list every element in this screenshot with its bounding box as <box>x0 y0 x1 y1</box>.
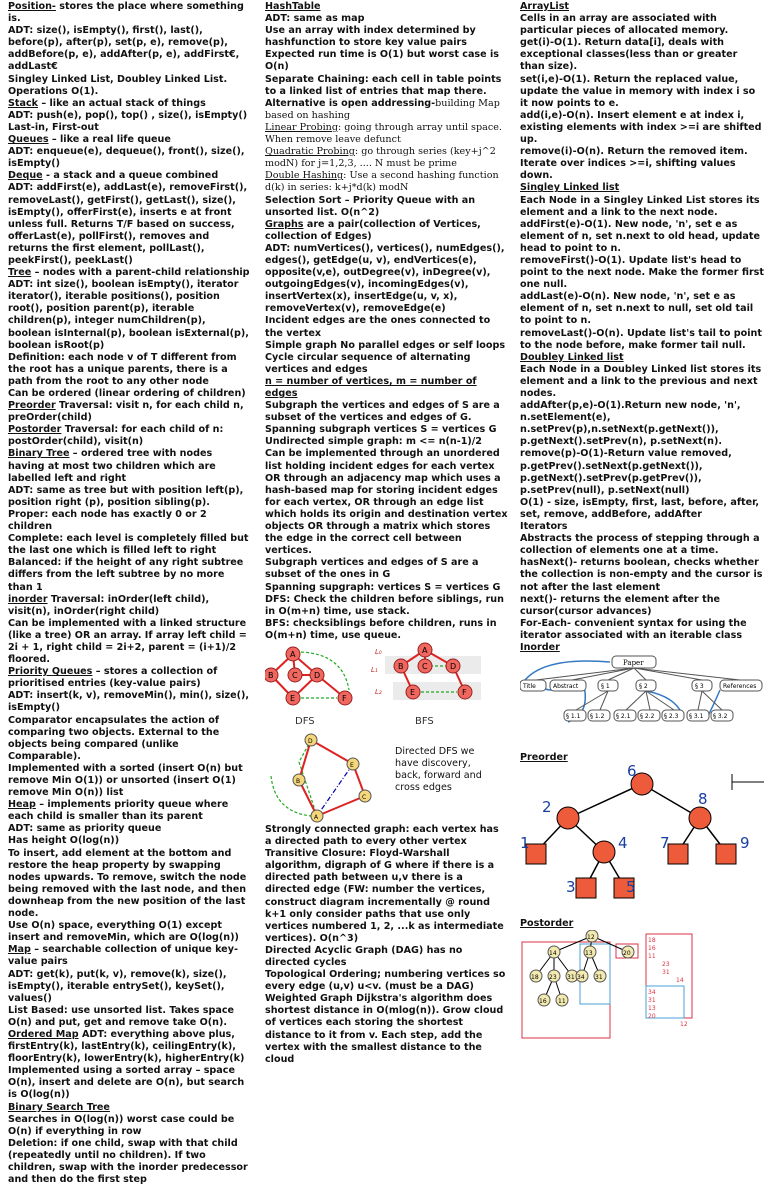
section-heading: inorder <box>8 593 48 605</box>
line-text: Last-in, First-out <box>8 121 99 133</box>
col1-line <box>8 1102 250 1114</box>
col2a-line <box>265 340 508 352</box>
col3-line <box>520 618 764 642</box>
col2a-line <box>265 74 508 122</box>
postorder-node-23: 23 <box>549 974 557 982</box>
dfs-bfs-figure <box>265 642 508 732</box>
svg-text:C: C <box>292 670 298 680</box>
line-text: next()- returns the element after the cursor(cursor advances) <box>520 593 721 617</box>
line-text: ADT: insert(k, v), removeMin(), min(), size(), isEmpty() <box>8 690 249 714</box>
col3-line <box>520 37 764 73</box>
svg-text:D: D <box>308 737 313 745</box>
col1-line <box>8 1 250 25</box>
column-3 <box>520 1 764 1045</box>
col1-line <box>8 557 250 593</box>
line-text: remove(i)-O(n). Return the removed item. Iterate over indices >=i, shifting values down. <box>520 146 748 182</box>
line-text: ADT: same as map <box>265 13 365 25</box>
col2b-line <box>265 969 508 993</box>
inorder-root: Paper <box>623 659 644 668</box>
inorder-node-s23: § 2.3 <box>664 713 679 721</box>
line-text: ADT: enqueue(e), dequeue(), front(), size(), isEmpty() <box>8 146 245 170</box>
line-text: – searchable collection of unique key-value pairs <box>8 944 238 968</box>
line-text: Cycle circular sequence of alternating vertices and edges <box>265 351 471 375</box>
svg-text:E: E <box>290 693 296 703</box>
inorder-tree-diagram <box>520 654 764 734</box>
col2a-line <box>265 146 508 170</box>
col1-line <box>8 122 250 134</box>
line-serif-text: : going through array until space. When remove leave defunct <box>265 121 502 146</box>
col3-line <box>520 13 764 37</box>
col1-line <box>8 618 250 666</box>
col1-line <box>8 835 250 847</box>
col1-line <box>8 799 250 823</box>
section-heading: Ordered Map <box>8 1028 79 1040</box>
line-text: ADT: int size(), boolean isEmpty(), iterator iterator(), iterable positions(), position root(), position parent(p), iterable children(p), integer numChildren(p), boolean isInternal(p), boolean isExternal(p), boolean isRoot(p) <box>8 279 249 351</box>
col2a-line <box>265 557 508 581</box>
line-text: set(i,e)-O(1). Return the replaced value, update the value in memory with index i so it now points to e. <box>520 73 756 109</box>
line-text: Subgraph the vertices and edges of S are a subset of the vertices and edges of G. Spanning subgraph vertices S = vertices G <box>265 400 500 436</box>
col3-line <box>520 219 764 255</box>
svg-text:F: F <box>342 693 347 703</box>
col1-line <box>8 110 250 122</box>
line-text: Singley Linked List, Doubley Linked List. Operations O(1). <box>8 73 228 97</box>
svg-text:B: B <box>296 777 301 785</box>
col1-line <box>8 388 250 400</box>
section-heading: Doubley Linked list <box>520 351 624 363</box>
col1-line <box>8 763 250 799</box>
col1-line <box>8 170 250 182</box>
column-2 <box>265 1 508 1066</box>
postorder-node-31b: 31 <box>595 974 603 982</box>
line-text: Topological Ordering; numbering vertices so every edge (u,v) u<v. (must be a DAG) <box>265 969 506 993</box>
line-text: addAfter(p,e)-O(1).Return new node, 'n', n.setElement(e), n.setPrev(p),n.setNext(p.getNext()), p.getNext().setPrev(n), p.setNext(n). <box>520 400 741 448</box>
line-text: stores the place where something is. <box>8 1 244 25</box>
postorder-node-12: 12 <box>587 934 595 942</box>
svg-text:E: E <box>350 761 354 769</box>
line-text: Selection Sort – Priority Queue with an unsorted list. O(n^2) <box>265 194 476 218</box>
dfs-label: DFS <box>295 715 315 727</box>
svg-text:C: C <box>362 793 367 801</box>
line-text: addLast(e)-O(n). New node, 'n', set e as element of n, set n.next to null, set old tail to point to n. <box>520 291 754 327</box>
postorder-list-18: 18 <box>648 937 656 945</box>
postorder-node-11: 11 <box>558 998 566 1006</box>
col2a-line <box>265 122 508 146</box>
line-text: Implemented using a sorted array – space O(n), insert and delete are O(n), but search is O(log(n)) <box>8 1065 245 1101</box>
col3-line <box>520 328 764 352</box>
line-text: removeFirst()-O(1). Update list's head to point to the next node. Make the former first one null. <box>520 254 764 291</box>
line-text: ADT: push(e), pop(), top() , size(), isEmpty() <box>8 109 248 121</box>
col3-line <box>520 497 764 521</box>
col3-line <box>520 195 764 219</box>
col2a-line <box>265 315 508 339</box>
col3-line <box>520 182 764 194</box>
dfs-bfs-diagram <box>265 642 508 732</box>
col2a-line <box>265 1 508 13</box>
line-text: To insert, add element at the bottom and restore the heap property by swapping nodes upwards. To remove, switch the node being removed with the last node, and then downheap from the new position of the last node. <box>8 847 247 920</box>
col1-line <box>8 969 250 1005</box>
svg-text:A: A <box>422 645 428 655</box>
col1-line <box>8 1065 250 1101</box>
svg-text:B: B <box>398 661 404 671</box>
section-heading: Map <box>8 944 31 956</box>
inorder-node-s32: § 3.2 <box>713 713 728 721</box>
col1-line <box>8 267 250 279</box>
line-text: Transitive Closure: Floyd-Warshall algorithm, digraph of G where if there is a directed path between u,v there is a directed edge (FW: number the vertices, construct diagram incrementally @ round k+1 only consider paths that use only vertices numbered 1, 2, ...k as intermediate vertices). O(n^3) <box>265 848 504 944</box>
col1-line <box>8 485 250 509</box>
inorder-node-s22: § 2.2 <box>640 713 655 721</box>
line-text: O(1) - size, isEmpty, first, last, before, after, set, remove, addBefore, addAfter <box>520 496 760 520</box>
line-text: Cells in an array are associated with particular pieces of allocated memory. <box>520 13 729 37</box>
line-serif-text: : Use a second hashing function d(k) in series: k+j*d(k) modN <box>265 170 499 194</box>
postorder-list-20: 20 <box>648 1013 656 1021</box>
line-text: Can be ordered (linear ordering of children) <box>8 388 246 399</box>
line-text: removeLast()-O(n). Update list's tail to point to the node before, make former tail null. <box>520 327 762 351</box>
svg-text:D: D <box>314 670 321 680</box>
col1-line <box>8 1005 250 1029</box>
line-text: – nodes with a parent-child relationship <box>31 267 250 279</box>
section-heading: Heap <box>8 799 36 811</box>
col1-line <box>8 424 250 448</box>
col3-line <box>520 594 764 618</box>
postorder-list-31b: 31 <box>648 997 656 1005</box>
section-heading: Preorder <box>8 400 56 412</box>
inorder-node-s11: § 1.1 <box>566 713 581 721</box>
postorder-list-16: 16 <box>648 945 656 953</box>
line-text: Searches in O(log(n)) worst case could be O(n) if everything in row <box>8 1113 235 1137</box>
col3-line <box>520 255 764 291</box>
col3-line <box>520 521 764 533</box>
line-text: Can be implemented with a linked structure (like a tree) OR an array. If array left child = 2i + 1, right child = 2i+2, parent = (i+1)/2 floored. <box>8 617 247 666</box>
line-text: Directed Acyclic Graph (DAG) has no directed cycles <box>265 944 463 968</box>
col1-line <box>8 25 250 73</box>
preorder-label-7: 7 <box>660 834 670 853</box>
col2a-line <box>265 243 508 316</box>
col1-line <box>8 400 250 424</box>
col1-line <box>8 666 250 690</box>
postorder-node-20: 20 <box>623 950 631 958</box>
line-text: Proper: each node has exactly 0 or 2 children <box>8 508 207 533</box>
line-text: BFS: checksiblings before children, runs in O(m+n) time, use queue. <box>265 617 497 641</box>
col1-line <box>8 1138 250 1186</box>
inorder-node-abstract: Abstract <box>553 683 579 691</box>
probing-heading: Quadratic Probing <box>265 146 355 158</box>
postorder-list-23: 23 <box>662 961 670 969</box>
directed-dfs-diagram <box>265 732 395 824</box>
line-text: Undirected simple graph: m <= n(n-1)/2 <box>265 436 482 448</box>
col3-line <box>520 74 764 110</box>
postorder-list-31: 31 <box>662 969 670 977</box>
col3-line <box>520 448 764 496</box>
inorder-node-s2: § 2 <box>639 683 648 691</box>
col1-line <box>8 848 250 921</box>
col3-line <box>520 352 764 364</box>
line-text: get(i)-O(1). Return data[i], deals with exceptional classes(less than or greater than size). <box>520 37 738 73</box>
line-text: – like an actual stack of things <box>38 97 206 109</box>
probing-heading: Double Hashing <box>265 170 344 182</box>
line-text: ADT: size(), isEmpty(), first(), last(), before(p), after(p), set(p, e), remove(p), addBefore(p, e), addAfter(p, e), addFirst€, addLast€ <box>8 25 240 73</box>
svg-text:L₁: L₁ <box>371 665 378 674</box>
line-text: - a stack and a queue combined <box>42 170 219 182</box>
line-text: Separate Chaining: each cell in table points to a linked list of entries that map there. Alternative is open addressing- <box>265 73 502 109</box>
postorder-title: Postorder <box>520 918 574 930</box>
inorder-node-s1: § 1 <box>601 683 610 691</box>
inorder-node-title: Title <box>523 683 536 691</box>
inorder-node-s12: § 1.2 <box>590 713 605 721</box>
inorder-node-s21: § 2.1 <box>616 713 631 721</box>
col1-line <box>8 823 250 835</box>
line-text: ADT: same as priority queue <box>8 823 162 835</box>
col3-line <box>520 557 764 593</box>
col3-line <box>520 364 764 400</box>
line-text: are a pair(collection of Vertices, collection of Edges) <box>265 218 481 242</box>
preorder-tree-diagram <box>520 764 764 904</box>
col1-line <box>8 920 250 944</box>
svg-text:L₂: L₂ <box>375 687 382 696</box>
col1-line <box>8 509 250 533</box>
section-heading: Postorder <box>8 424 62 436</box>
section-heading: HashTable <box>265 1 321 12</box>
postorder-node-18: 18 <box>531 974 539 982</box>
line-text: – stores a collection of prioritised entries (key-value pairs) <box>8 666 218 690</box>
line-text: – like a real life queue <box>48 134 171 146</box>
col2a-line <box>265 400 508 436</box>
col1-line <box>8 533 250 557</box>
col1-line <box>8 1114 250 1138</box>
col2a-line <box>265 49 508 73</box>
col1-line <box>8 448 250 484</box>
postorder-list-14: 14 <box>676 977 684 985</box>
col2a-line <box>265 170 508 194</box>
preorder-label-1: 1 <box>520 834 530 853</box>
line-text: Definition: each node v of T different from the root has a unique parents, there is a path from the root to any other node <box>8 351 237 387</box>
col1-line <box>8 182 250 267</box>
line-text: For-Each- convenient syntax for using the iterator associated with an iterable class <box>520 617 747 641</box>
line-text: Strongly connected graph: each vertex has a directed path to every other vertex <box>265 823 499 848</box>
col2a-line <box>265 352 508 376</box>
postorder-node-16: 16 <box>539 998 547 1006</box>
inorder-node-s3: § 3 <box>695 683 704 691</box>
line-text: Expected run time is O(1) but worst case is O(n) <box>265 49 499 73</box>
postorder-node-31a: 31 <box>567 974 575 982</box>
col3-line <box>520 533 764 557</box>
section-heading: Binary Search Tree <box>8 1101 110 1113</box>
line-text: Use O(n) space, everything O(1) except insert and removeMin, which are O(log(n)) <box>8 920 239 944</box>
svg-text:F: F <box>462 687 467 697</box>
postorder-node-13: 13 <box>585 950 593 958</box>
col2b-line <box>265 848 508 945</box>
preorder-label-9: 9 <box>740 834 750 853</box>
preorder-label-2: 2 <box>542 798 552 817</box>
line-text: Weighted Graph Dijkstra's algorithm does shortest distance in O(mlog(n)). Grow cloud of vertices each storing the shortest distance to it from v. Each step, add the vertex with the smallest distance to the cloud <box>265 993 504 1065</box>
line-text: ADT: get(k), put(k, v), remove(k), size(), isEmpty(), iterable entrySet(), keySet(), values() <box>8 968 227 1004</box>
line-text: Incident edges are the ones connected to the vertex <box>265 315 491 339</box>
col2a-line <box>265 219 508 243</box>
svg-text:B: B <box>268 670 274 680</box>
line-text: Traversal: inOrder(left child), visit(n), inOrder(right child) <box>8 593 210 617</box>
postorder-list-12: 12 <box>680 1021 688 1029</box>
svg-text:C: C <box>422 661 428 671</box>
section-heading: Deque <box>8 170 43 182</box>
column-1 <box>8 1 250 1186</box>
col3-line <box>520 1 764 13</box>
section-heading: Singley Linked list <box>520 182 620 194</box>
probing-heading: Linear Probing <box>265 121 338 133</box>
line-text: Use an array with index determined by hashfunction to store key value pairs <box>265 25 476 49</box>
col2a-line <box>265 618 508 642</box>
col1-line <box>8 98 250 110</box>
postorder-node-34: 34 <box>577 974 585 982</box>
section-heading: Stack <box>8 97 39 109</box>
line-text: Can be implemented through an unordered list holding incident edges for each vertex OR through an adjacency map which uses a hash-based map for storing incident edges for each vertex, OR through an edge list which holds its origin and destination vertex objects OR through a matrix which stores the edge in the correct cell between vertices. <box>265 448 508 557</box>
bfs-graph <box>371 643 481 727</box>
svg-text:A: A <box>290 649 296 659</box>
line-text: Traversal: visit n, for each child n, preOrder(child) <box>8 400 244 424</box>
section-heading: Graphs <box>265 218 304 230</box>
line-text: Simple graph No parallel edges or self loops <box>265 339 506 351</box>
preorder-label-8: 8 <box>698 790 708 809</box>
svg-text:L₀: L₀ <box>375 647 382 656</box>
col2a-line <box>265 582 508 594</box>
line-text: addFirst(e)-O(1). New node, 'n', set e as element of n, set n.next to old head, update head to point to n. <box>520 218 760 254</box>
section-heading: Position- <box>8 1 56 12</box>
postorder-list-34: 34 <box>648 989 656 997</box>
postorder-list-13: 13 <box>648 1005 656 1013</box>
line-text: DFS: Check the children before siblings, run in O(m+n) time, use stack. <box>265 593 504 617</box>
col1-line <box>8 134 250 146</box>
col1-line <box>8 690 250 714</box>
column-3-text <box>520 1 764 642</box>
line-text: – ordered tree with nodes having at most two children which are labelled left and right <box>8 448 216 484</box>
col1-line <box>8 1029 250 1065</box>
section-heading: Queues <box>8 134 49 146</box>
preorder-label-3: 3 <box>566 878 576 897</box>
directed-dfs-note: Directed DFS we have discovery, back, forward and cross edges <box>395 745 482 794</box>
line-text: ADT: numVertices(), vertices(), numEdges(), edges(), getEdge(u, v), endVertices(e), opposite(v,e), outDegree(v), inDegree(v), outgoingEdges(v), incomingEdges(v), insertVertex(x), insertEdge(u, v, x), removeVertex(v), removeEdge(e) <box>265 242 505 315</box>
section-heading: Tree <box>8 267 32 279</box>
line-text: remove(p)-O(1)-Return value removed, p.getPrev().setNext(p.getNext()), p.getNext().setPrev(p.getPrev()), p.setPrev(null), p.setNext(null) <box>520 448 732 496</box>
col2a-line <box>265 195 508 219</box>
section-heading: Binary Tree <box>8 448 70 460</box>
col2a-line <box>265 25 508 49</box>
line-text: hasNext()- returns boolean, checks whether the collection is non-empty and the cursor is not after the last element <box>520 557 763 593</box>
col2b-line <box>265 993 508 1066</box>
preorder-label-4: 4 <box>618 834 628 853</box>
svg-text:A: A <box>314 813 319 821</box>
col3-line <box>520 291 764 327</box>
col2b-line <box>265 824 508 848</box>
preorder-label-6: 6 <box>627 764 637 781</box>
col2a-line <box>265 594 508 618</box>
col1-line <box>8 715 250 763</box>
directed-dfs-figure <box>265 732 508 824</box>
line-serif-text: : go through series (key+j^2 modN) for j=1,2,3, .... N must be prime <box>265 146 496 170</box>
preorder-label-5: 5 <box>626 878 636 897</box>
line-text: List Based: use unsorted list. Takes space O(n) and put, get and remove take O(n). <box>8 1004 235 1028</box>
postorder-node-14: 14 <box>549 950 557 958</box>
line-text: Implemented with a sorted (insert O(n) but remove Min O(1)) or unsorted (insert O(1) remove Min O(n)) list <box>8 762 243 799</box>
section-heading: Priority Queues <box>8 666 93 678</box>
col1-line <box>8 74 250 98</box>
inorder-node-s31: § 3.1 <box>689 713 704 721</box>
line-text: Abstracts the process of stepping through a collection of elements one at a time. <box>520 533 760 557</box>
line-text: Complete: each level is completely filled but the last one which is filled left to right <box>8 533 249 557</box>
line-text: Deletion: if one child, swap with that child (repeatedly until no children). If two children, swap with the inorder predecessor and then do the first step <box>8 1137 248 1186</box>
preorder-title: Preorder <box>520 752 568 764</box>
col3-line <box>520 110 764 146</box>
line-text: – implements priority queue where each child is smaller than its parent <box>8 799 229 823</box>
col3-line <box>520 146 764 182</box>
col2a-line <box>265 13 508 25</box>
line-text: ADT: same as tree but with position left(p), position right (p), position sibling(p). <box>8 484 244 508</box>
line-text: Each Node in a Singley Linked List stores its element and a link to the next node. <box>520 194 760 218</box>
line-serif-text: building Map based on hashing <box>265 97 500 121</box>
col1-line <box>8 352 250 388</box>
dfs-graph <box>265 644 375 727</box>
col2a-line <box>265 436 508 448</box>
line-text: Traversal: for each child of n: postOrder(child), visit(n) <box>8 424 224 448</box>
line-text: Each Node in a Doubley Linked list stores its element and a link to the previous and next nodes. <box>520 363 762 399</box>
svg-text:D: D <box>450 661 457 671</box>
svg-text:E: E <box>410 687 416 697</box>
line-text: Spanning supgraph: vertices S = vertices G <box>265 581 501 593</box>
section-heading: n = number of vertices, m = number of edges <box>265 375 477 399</box>
section-heading: ArrayList <box>520 1 570 12</box>
line-text: Subgraph vertices and edges of S are a subset of the ones in G <box>265 557 479 581</box>
line-text: Has height O(log(n)) <box>8 835 120 847</box>
col2a-line <box>265 376 508 400</box>
column-2-text-a <box>265 1 508 642</box>
line-text: ADT: addFirst(e), addLast(e), removeFirst(), removeLast(), getFirst(), getLast(), size(), isEmpty(), offerFirst(e), inserts e at front unless full. Returns T/F based on success, offerLast(e), pollFirst(), removes and returns the first element, pollLast(), peekFirst(), peekLast() <box>8 182 248 266</box>
line-text: Balanced: if the height of any right subtree differs from the left subtree by no more than 1 <box>8 557 244 593</box>
col1-line <box>8 944 250 968</box>
column-2-text-b <box>265 824 508 1066</box>
line-text: Iterators <box>520 521 568 533</box>
inorder-title: Inorder <box>520 641 560 653</box>
bfs-label: BFS <box>415 715 434 727</box>
col1-line <box>8 146 250 170</box>
line-text: Comparator encapsulates the action of comparing two objects. External to the objects being compared (unlike Comparable). <box>8 714 220 762</box>
col1-line <box>8 279 250 352</box>
col2a-line <box>265 448 508 557</box>
line-text: ADT: everything above plus, firstEntry(k), lastEntry(k), ceilingEntry(k), floorEntry(k), lowerEntry(k), higherEntry(k) <box>8 1028 245 1065</box>
col1-line <box>8 594 250 618</box>
postorder-list-11: 11 <box>648 953 656 961</box>
inorder-node-references: References <box>723 683 757 691</box>
col2b-line <box>265 945 508 969</box>
col3-line <box>520 400 764 448</box>
line-text: add(i,e)-O(n). Insert element e at index i, existing elements with index >=i are shifted up. <box>520 109 762 146</box>
